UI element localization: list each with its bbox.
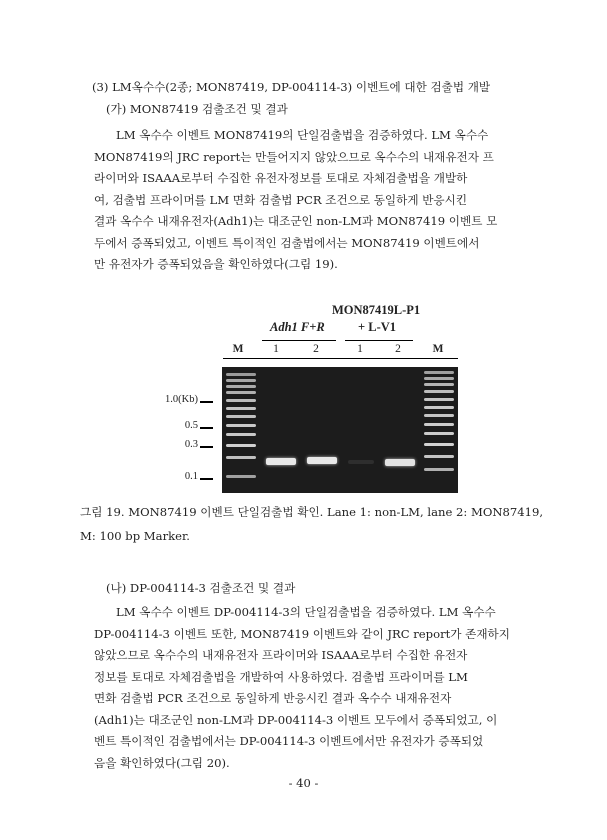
size-tick — [200, 427, 213, 429]
ladder-band — [226, 433, 256, 436]
ladder-band — [226, 391, 256, 394]
lane-label-marker: M — [232, 343, 244, 355]
paragraph-a-line: LM 옥수수 이벤트 MON87419의 단일검출법을 검증하였다. LM 옥수수 — [116, 128, 489, 142]
ladder-band — [424, 455, 454, 458]
size-tick — [200, 401, 213, 403]
ladder-band — [424, 398, 454, 401]
paragraph-a-line: 라이머와 ISAAA로부터 수집한 유전자정보를 토대로 자체검출법을 개발하 — [94, 171, 468, 185]
lane-baseline — [223, 358, 458, 359]
ladder-band — [424, 423, 454, 426]
sample-band-adh1-lane2 — [307, 457, 337, 464]
ladder-band — [226, 424, 256, 427]
paragraph-a-line: 여, 검출법 프라이머를 LM 면화 검출법 PCR 조건으로 동일하게 반응시킨 — [94, 192, 468, 207]
section-heading: (3) LM옥수수(2종; MON87419, DP-004114-3) 이벤트에 대한 검출법 개발 — [92, 80, 491, 94]
paragraph-b-line: 면화 검출법 PCR 조건으로 동일하게 반응시킨 결과 옥수수 내재유전자 — [94, 691, 452, 705]
paragraph-a-line: 만 유전자가 증폭되었음을 확인하였다(그림 19). — [94, 257, 338, 271]
lane-label: 1 — [273, 343, 279, 355]
ladder-band — [424, 390, 454, 393]
page-number: - 40 - — [288, 776, 319, 790]
lane-label: 2 — [395, 343, 401, 355]
ladder-band — [226, 385, 256, 388]
paragraph-b-line: 정보를 토대로 자체검출법을 개발하여 사용하였다. 검출법 프라이머를 LM — [94, 669, 468, 684]
caption-line-2: M: 100 bp Marker. — [80, 529, 190, 543]
ladder-band — [226, 415, 256, 418]
group-2-underline — [345, 340, 413, 341]
lane-label: 2 — [313, 343, 319, 355]
lane-label: 1 — [357, 343, 363, 355]
paragraph-b-line: (Adh1)는 대조군인 non-LM과 DP-004114-3 이벤트 모두에서 증폭되었고, 이 — [94, 712, 498, 727]
figure-caption — [80, 500, 543, 548]
paragraph-b-line: 벤트 특이적인 검출법에서는 DP-004114-3 이벤트에서만 유전자가 증폭되었 — [94, 734, 484, 748]
size-label: 1.0(Kb) — [165, 394, 198, 405]
paragraph-a-line: 두에서 증폭되었고, 이벤트 특이적인 검출법에서는 MON87419 이벤트에서 — [94, 235, 480, 250]
group-1-underline — [262, 340, 336, 341]
sample-band-adh1-lane1 — [266, 458, 296, 465]
ladder-band — [424, 468, 454, 471]
size-tick — [200, 478, 213, 480]
sample-band-event-lane2 — [385, 459, 415, 466]
subsection-b-heading: (나) DP-004114-3 검출조건 및 결과 — [106, 581, 296, 595]
ladder-band — [424, 414, 454, 417]
paragraph-a-line: MON87419의 JRC report는 만들어지지 않았으므로 옥수수의 내재유전자 프 — [94, 149, 494, 164]
ladder-band — [226, 407, 256, 410]
primer-group-2-label-line2: + L-V1 — [358, 320, 397, 334]
ladder-band — [424, 383, 454, 386]
paragraph-b-line: LM 옥수수 이벤트 DP-004114-3의 단일검출법을 검증하였다. LM 옥수수 — [116, 605, 496, 619]
paragraph-b — [94, 602, 510, 774]
primer-group-1-label: Adh1 F+R — [270, 320, 325, 334]
paragraph-a — [94, 125, 498, 276]
size-label: 0.5 — [184, 420, 198, 431]
ladder-band — [226, 444, 256, 447]
ladder-band — [226, 399, 256, 402]
caption-line-1: 그림 19. MON87419 이벤트 단일검출법 확인. Lane 1: non-LM, lane 2: MON87419, — [80, 505, 544, 519]
ladder-band — [226, 456, 256, 459]
paragraph-b-line: DP-004114-3 이벤트 또한, MON87419 이벤트와 같이 JRC report가 존재하지 — [94, 626, 510, 641]
size-label: 0.1 — [184, 471, 198, 482]
paragraph-b-line: 음을 확인하였다(그림 20). — [94, 755, 230, 770]
size-tick — [200, 446, 213, 448]
ladder-band — [226, 379, 256, 382]
paragraph-b-line: 않았으므로 옥수수의 내재유전자 프라이머와 ISAAA로부터 수집한 유전자 — [94, 648, 468, 662]
subsection-a-heading: (가) MON87419 검출조건 및 결과 — [106, 102, 288, 116]
ladder-band — [226, 475, 256, 478]
primer-group-2-label-line1: MON87419L-P1 — [332, 303, 421, 317]
lane-label-marker: M — [432, 343, 444, 355]
ladder-band — [424, 377, 454, 380]
ladder-band — [226, 373, 256, 376]
paragraph-a-line: 결과 옥수수 내재유전자(Adh1)는 대조군인 non-LM과 MON87419 이벤트 모 — [94, 214, 498, 228]
ladder-band — [424, 406, 454, 409]
ladder-band — [424, 432, 454, 435]
ladder-band — [424, 443, 454, 446]
sample-band-faint — [348, 460, 374, 464]
gel-image — [222, 367, 458, 493]
size-label: 0.3 — [184, 439, 198, 450]
ladder-band — [424, 371, 454, 374]
